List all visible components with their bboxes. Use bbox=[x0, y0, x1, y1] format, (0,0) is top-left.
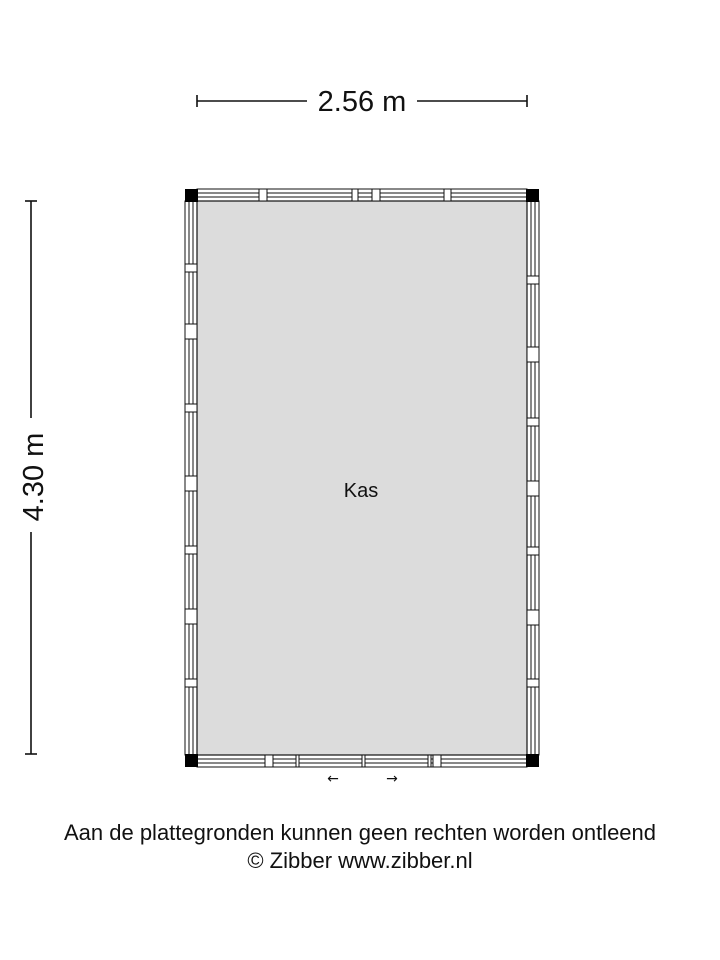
width-dimension-label: 2.56 m bbox=[317, 86, 407, 118]
corner-post-bottom-right bbox=[526, 754, 539, 767]
corner-post-top-right bbox=[526, 189, 539, 202]
corner-post-top-left bbox=[185, 189, 198, 202]
room-floor-kas bbox=[197, 201, 527, 755]
footer-copyright: © Zibber www.zibber.nl bbox=[247, 848, 473, 873]
door-arrow-right-icon: → bbox=[386, 771, 398, 787]
door-arrow-left-icon: ← bbox=[327, 771, 339, 787]
height-dimension-label: 4.30 m bbox=[18, 432, 50, 522]
height-dimension bbox=[18, 201, 50, 754]
width-dimension bbox=[197, 86, 527, 118]
footer-disclaimer: Aan de plattegronden kunnen geen rechten worden ontleend bbox=[63, 820, 657, 845]
room-label-kas: Kas bbox=[343, 480, 379, 502]
corner-post-bottom-left bbox=[185, 754, 198, 767]
